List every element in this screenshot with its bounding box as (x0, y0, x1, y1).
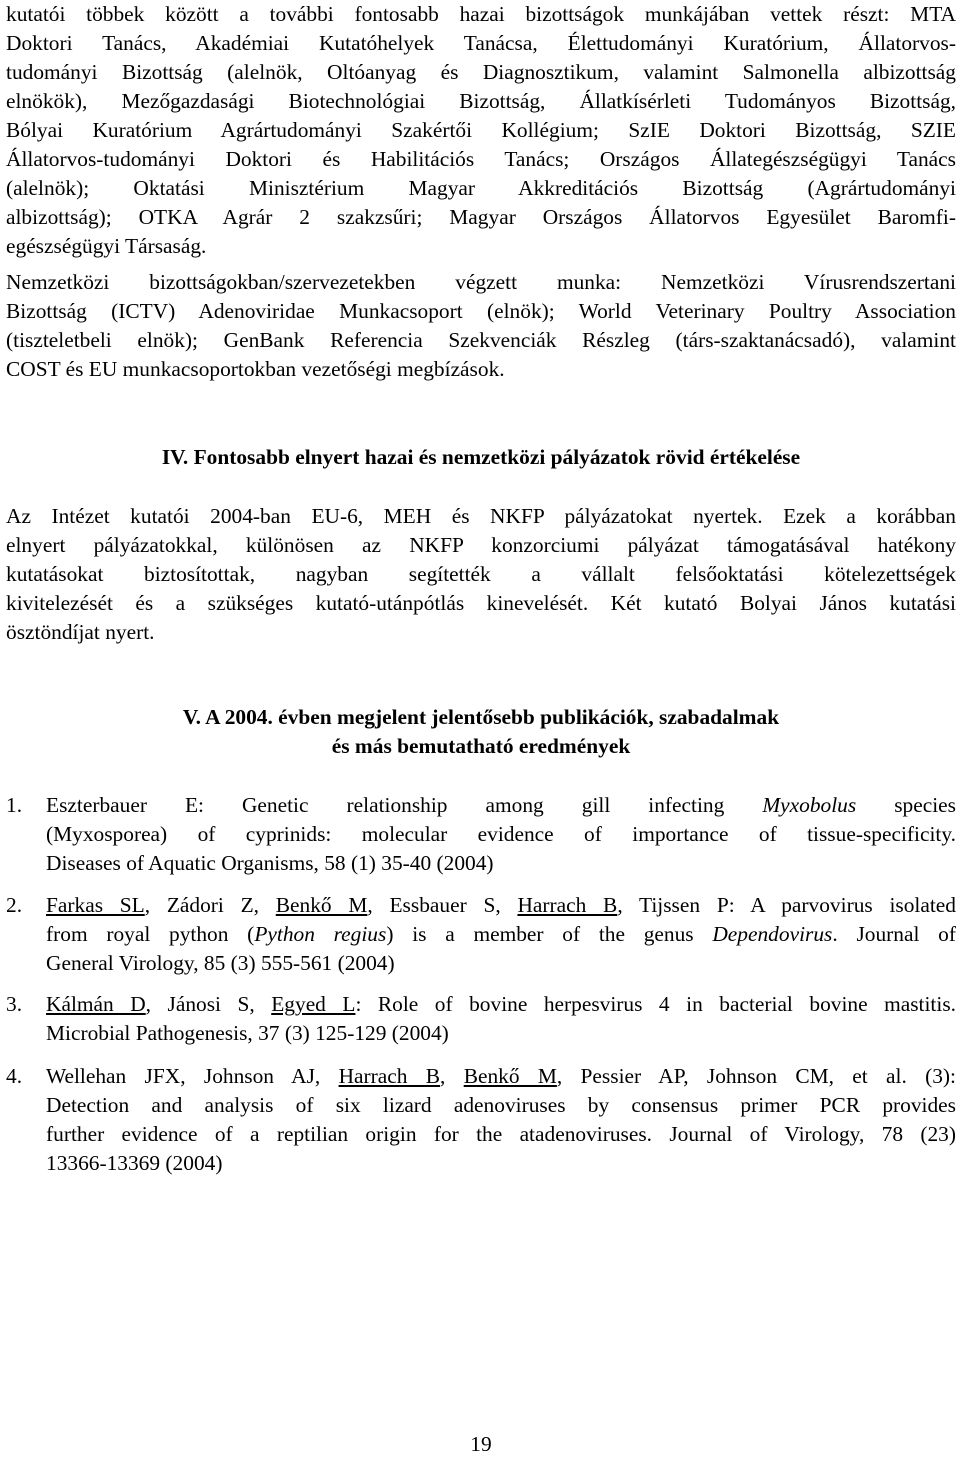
document-page (6, 0, 956, 1456)
author-name: Kálmán D (46, 992, 146, 1016)
reference-text: species (856, 793, 956, 817)
author-name: Benkő M (463, 1064, 557, 1088)
author-name: Egyed L (271, 992, 356, 1016)
reference-text: Diseases of Aquatic Organisms, 58 (1) 35-40 (2004) (46, 851, 494, 875)
text-line: Bizottság (ICTV) Adenoviridae Munkacsoport (elnök); World Veterinary Poultry Association (6, 299, 956, 323)
text-line: ösztöndíjat nyert. (6, 620, 155, 644)
reference-text: (Myxosporea) of cyprinids: molecular evidence of importance of tissue-specificity. (46, 822, 956, 846)
text-line: kivitelezését és a szükséges kutató-utánpótlás kinevelését. Két kutató Bolyai János kutatási (6, 591, 956, 615)
text-line: egészségügyi Társaság. (6, 234, 207, 258)
genus-name: Dependovirus (712, 922, 833, 946)
author-name: Harrach B (338, 1064, 441, 1088)
committees-paragraph (6, 0, 956, 261)
reference-text: Detection and analysis of six lizard adenoviruses by consensus primer PCR provides (46, 1093, 956, 1117)
reference-number: 2. (6, 893, 23, 917)
reference-text: General Virology, 85 (3) 555-561 (2004) (46, 951, 395, 975)
text-line: Állatorvos-tudományi Doktori és Habilitációs Tanács; Országos Állategészségügyi Tanács (6, 147, 956, 171)
text-line: kutatásokat biztosítottak, nagyban segítették a vállalt felsőoktatási kötelezettségek (6, 562, 956, 586)
species-name: Python regius (254, 922, 387, 946)
reference-number: 4. (6, 1064, 23, 1088)
reference-number: 3. (6, 992, 23, 1016)
grants-paragraph (6, 502, 956, 647)
reference-text: , (440, 1064, 464, 1088)
text-line: Nemzetközi bizottságokban/szervezetekben végzett munka: Nemzetközi Vírusrendszertani (6, 270, 956, 294)
reference-text: , Tijssen P: A parvovirus isolated (617, 893, 956, 917)
section-heading-iv (6, 443, 956, 472)
text-line: (tiszteletbeli elnök); GenBank Referencia Szekvenciák Részleg (társ-szaktanácsadó), valamint (6, 328, 956, 352)
heading-line: IV. Fontosabb elnyert hazai és nemzetközi pályázatok rövid értékelése (161, 445, 801, 469)
international-paragraph (6, 268, 956, 384)
text-line: elnökök), Mezőgazdasági Biotechnológiai Bizottság, Állatkísérleti Tudományos Bizottság, (6, 89, 956, 113)
text-line: Doktori Tanács, Akadémiai Kutatóhelyek Tanácsa, Élettudományi Kuratórium, Állatorvos- (6, 31, 956, 55)
text-line: COST és EU munkacsoportokban vezetőségi megbízások. (6, 357, 505, 381)
reference-text: 13366-13369 (2004) (46, 1151, 223, 1175)
text-line: Az Intézet kutatói 2004-ban EU-6, MEH és NKFP pályázatokat nyertek. Ezek a korábban (6, 504, 956, 528)
reference-text: Eszterbauer E: Genetic relationship among gill infecting (46, 793, 763, 817)
section-heading-v (6, 703, 956, 761)
reference-text: from royal python ( (46, 922, 255, 946)
species-name: Myxobolus (762, 793, 857, 817)
reference-text: . Journal of (832, 922, 956, 946)
author-name: Harrach B (517, 893, 618, 917)
text-line: Bólyai Kuratórium Agrártudományi Szakértői Kollégium; SzIE Doktori Bizottság, SZIE (6, 118, 956, 142)
reference-number: 1. (6, 793, 23, 817)
reference-text: , Essbauer S, (367, 893, 518, 917)
text-line: tudományi Bizottság (alelnök, Oltóanyag és Diagnosztikum, valamint Salmonella albizottság (6, 60, 956, 84)
heading-line: V. A 2004. évben megjelent jelentősebb publikációk, szabadalmak (182, 705, 780, 729)
author-name: Benkő M (275, 893, 368, 917)
author-name: Farkas SL (46, 893, 145, 917)
heading-line: és más bemutatható eredmények (331, 734, 631, 758)
reference-text: : Role of bovine herpesvirus 4 in bacterial bovine mastitis. (355, 992, 956, 1016)
text-line: (alelnök); Oktatási Minisztérium Magyar Akkreditációs Bizottság (Agrártudományi (6, 176, 956, 200)
text-line: kutatói többek között a további fontosabb hazai bizottságok munkájában vettek részt: MTA (6, 2, 956, 26)
reference-text: Microbial Pathogenesis, 37 (3) 125-129 (2004) (46, 1021, 449, 1045)
text-line: albizottság); OTKA Agrár 2 szakzsűri; Magyar Országos Állatorvos Egyesület Baromfi- (6, 205, 956, 229)
page-number: 19 (470, 1432, 492, 1456)
reference-text: Wellehan JFX, Johnson AJ, (46, 1064, 339, 1088)
reference-text: , Pessier AP, Johnson CM, et al. (3): (556, 1064, 956, 1088)
reference-text: ) is a member of the genus (386, 922, 713, 946)
reference-text: , Zádori Z, (144, 893, 276, 917)
reference-text: further evidence of a reptilian origin for the atadenoviruses. Journal of Virology, 78 (23) (46, 1122, 956, 1146)
reference-text: , Jánosi S, (145, 992, 272, 1016)
text-line: elnyert pályázatokkal, különösen az NKFP konzorciumi pályázat támogatásával hatékony (6, 533, 956, 557)
